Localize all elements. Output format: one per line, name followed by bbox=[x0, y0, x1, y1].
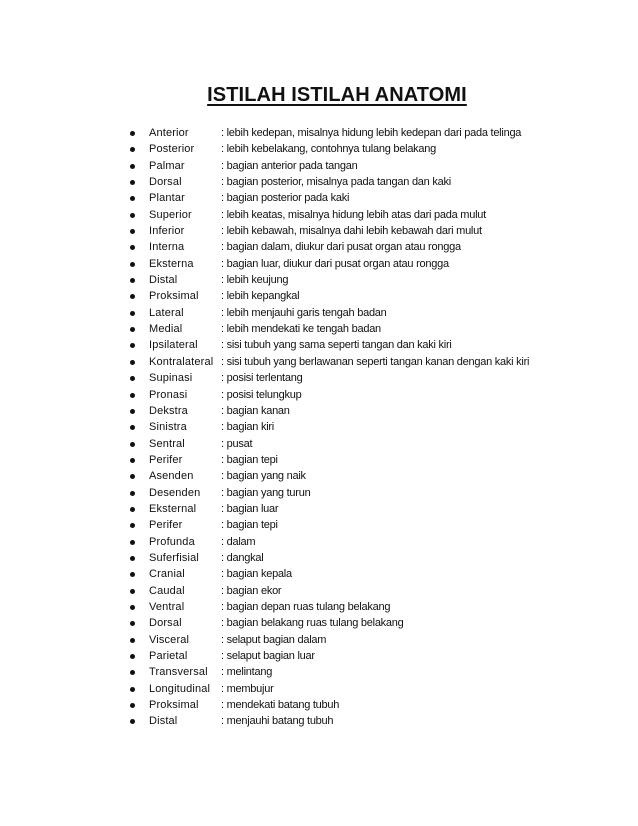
bullet-icon bbox=[130, 278, 135, 283]
bullet-icon bbox=[130, 572, 135, 577]
bullet-icon bbox=[130, 621, 135, 626]
bullet-icon bbox=[130, 605, 135, 610]
term-definition: : lebih kedepan, misalnya hidung lebih kedepan dari pada telinga bbox=[221, 127, 522, 139]
bullet-icon bbox=[130, 703, 135, 708]
bullet-icon bbox=[130, 343, 135, 348]
term-definition: : lebih keujung bbox=[221, 274, 289, 287]
list-item bbox=[0, 256, 638, 272]
list-item bbox=[0, 403, 638, 419]
term-definition: : bagian kanan bbox=[221, 404, 290, 417]
bullet-icon bbox=[130, 719, 135, 724]
term-label: Medial bbox=[149, 323, 183, 336]
term-definition: : lebih keatas, misalnya hidung lebih atas dari pada mulut bbox=[221, 208, 486, 221]
term-definition: : bagian dalam, diukur dari pusat organ atau rongga bbox=[221, 241, 461, 254]
term-label: Lateral bbox=[149, 306, 184, 319]
anatomy-term-list bbox=[0, 125, 638, 730]
term-definition: : bagian anterior pada tangan bbox=[221, 159, 358, 172]
term-definition: : dangkal bbox=[221, 551, 264, 564]
term-label: Asenden bbox=[149, 470, 194, 483]
term-label: Cranial bbox=[149, 568, 185, 581]
term-label: Plantar bbox=[149, 192, 185, 205]
term-definition: : bagian kepala bbox=[221, 568, 292, 581]
list-item bbox=[0, 321, 638, 337]
term-label: Proksimal bbox=[149, 699, 199, 712]
term-definition: : bagian depan ruas tulang belakang bbox=[221, 600, 391, 613]
list-item bbox=[0, 223, 638, 239]
list-item bbox=[0, 697, 638, 713]
list-item bbox=[0, 599, 638, 615]
term-definition: : sisi tubuh yang berlawanan seperti tangan kanan dengan kaki kiri bbox=[221, 355, 530, 368]
term-definition: : lebih menjauhi garis tengah badan bbox=[221, 306, 387, 319]
list-item bbox=[0, 583, 638, 599]
term-definition: : bagian luar, diukur dari pusat organ atau rongga bbox=[221, 257, 449, 270]
list-item bbox=[0, 354, 638, 370]
list-item bbox=[0, 387, 638, 403]
list-item bbox=[0, 207, 638, 223]
term-definition: : bagian yang naik bbox=[221, 470, 306, 483]
term-label: Ventral bbox=[149, 600, 185, 613]
term-definition: : melintang bbox=[221, 666, 273, 679]
list-item bbox=[0, 517, 638, 533]
bullet-icon bbox=[130, 213, 135, 218]
list-item bbox=[0, 550, 638, 566]
list-item bbox=[0, 125, 638, 141]
list-item bbox=[0, 501, 638, 517]
page-title: ISTILAH ISTILAH ANATOMI bbox=[207, 84, 467, 106]
bullet-icon bbox=[130, 425, 135, 430]
term-label: Supinasi bbox=[149, 372, 193, 385]
list-item bbox=[0, 485, 638, 501]
term-label: Ipsilateral bbox=[149, 339, 198, 352]
term-label: Dekstra bbox=[149, 404, 188, 417]
list-item bbox=[0, 141, 638, 157]
term-definition: : bagian belakang ruas tulang belakang bbox=[221, 617, 404, 630]
term-definition: : posisi terlentang bbox=[221, 372, 303, 385]
list-item bbox=[0, 534, 638, 550]
term-definition: : lebih kebelakang, contohnya tulang belakang bbox=[221, 143, 437, 156]
term-label: Superior bbox=[149, 208, 192, 221]
bullet-icon bbox=[130, 507, 135, 512]
term-definition: : selaput bagian dalam bbox=[221, 633, 327, 646]
term-label: Sentral bbox=[149, 437, 185, 450]
term-label: Longitudinal bbox=[149, 682, 211, 695]
list-item bbox=[0, 436, 638, 452]
term-definition: : lebih kebawah, misalnya dahi lebih kebawah dari mulut bbox=[221, 225, 482, 238]
list-item bbox=[0, 632, 638, 648]
list-item bbox=[0, 190, 638, 206]
term-label: Transversal bbox=[149, 666, 208, 679]
bullet-icon bbox=[130, 556, 135, 561]
term-definition: : posisi telungkup bbox=[221, 388, 302, 401]
bullet-icon bbox=[130, 147, 135, 152]
list-item bbox=[0, 174, 638, 190]
term-label: Sinistra bbox=[149, 421, 187, 434]
term-label: Perifer bbox=[149, 453, 183, 466]
bullet-icon bbox=[130, 589, 135, 594]
bullet-icon bbox=[130, 670, 135, 675]
term-definition: : dalam bbox=[221, 535, 256, 548]
term-label: Proksimal bbox=[149, 290, 199, 303]
list-item bbox=[0, 337, 638, 353]
term-definition: : lebih kepangkal bbox=[221, 290, 300, 303]
bullet-icon bbox=[130, 654, 135, 659]
term-label: Palmar bbox=[149, 159, 185, 172]
bullet-icon bbox=[130, 180, 135, 185]
bullet-icon bbox=[130, 294, 135, 299]
term-label: Pronasi bbox=[149, 388, 188, 401]
bullet-icon bbox=[130, 523, 135, 528]
term-definition: : selaput bagian luar bbox=[221, 650, 315, 662]
term-label: Anterior bbox=[149, 127, 189, 139]
bullet-icon bbox=[130, 311, 135, 316]
list-item bbox=[0, 468, 638, 484]
term-label: Perifer bbox=[149, 519, 183, 532]
bullet-icon bbox=[130, 491, 135, 496]
term-label: Suferfisial bbox=[149, 551, 199, 564]
list-item bbox=[0, 681, 638, 697]
term-label: Inferior bbox=[149, 225, 185, 238]
term-definition: : sisi tubuh yang sama seperti tangan dan kaki kiri bbox=[221, 339, 452, 352]
term-definition: : bagian kiri bbox=[221, 421, 275, 434]
bullet-icon bbox=[130, 245, 135, 250]
bullet-icon bbox=[130, 196, 135, 201]
term-label: Profunda bbox=[149, 535, 195, 548]
list-item bbox=[0, 713, 638, 729]
term-definition: : mendekati batang tubuh bbox=[221, 699, 340, 712]
bullet-icon bbox=[130, 393, 135, 398]
term-label: Dorsal bbox=[149, 176, 182, 189]
term-label: Desenden bbox=[149, 486, 201, 499]
list-item bbox=[0, 648, 638, 664]
term-label: Parietal bbox=[149, 650, 188, 662]
term-label: Distal bbox=[149, 274, 178, 287]
bullet-icon bbox=[130, 360, 135, 365]
bullet-icon bbox=[130, 164, 135, 169]
term-definition: : bagian ekor bbox=[221, 584, 282, 597]
term-definition: : menjauhi batang tubuh bbox=[221, 715, 334, 728]
term-definition: : bagian luar bbox=[221, 502, 279, 515]
term-definition: : bagian yang turun bbox=[221, 486, 311, 499]
bullet-icon bbox=[130, 262, 135, 267]
list-item bbox=[0, 272, 638, 288]
list-item bbox=[0, 288, 638, 304]
term-label: Distal bbox=[149, 715, 178, 728]
term-definition: : bagian posterior, misalnya pada tangan dan kaki bbox=[221, 176, 451, 189]
bullet-icon bbox=[130, 376, 135, 381]
list-item bbox=[0, 158, 638, 174]
bullet-icon bbox=[130, 540, 135, 545]
term-label: Caudal bbox=[149, 584, 185, 597]
term-definition: : bagian tepi bbox=[221, 519, 278, 532]
term-label: Eksternal bbox=[149, 502, 197, 515]
term-label: Interna bbox=[149, 241, 185, 254]
list-item bbox=[0, 370, 638, 386]
bullet-icon bbox=[130, 409, 135, 414]
term-definition: : pusat bbox=[221, 437, 253, 450]
bullet-icon bbox=[130, 687, 135, 692]
bullet-icon bbox=[130, 442, 135, 447]
bullet-icon bbox=[130, 131, 135, 136]
term-definition: : bagian tepi bbox=[221, 453, 278, 466]
bullet-icon bbox=[130, 638, 135, 643]
term-definition: : membujur bbox=[221, 682, 274, 695]
bullet-icon bbox=[130, 458, 135, 463]
list-item bbox=[0, 615, 638, 631]
list-item bbox=[0, 419, 638, 435]
term-label: Posterior bbox=[149, 143, 195, 156]
list-item bbox=[0, 239, 638, 255]
term-definition: : lebih mendekati ke tengah badan bbox=[221, 323, 381, 336]
term-label: Eksterna bbox=[149, 257, 194, 270]
list-item bbox=[0, 452, 638, 468]
term-label: Kontralateral bbox=[149, 355, 214, 368]
term-label: Visceral bbox=[149, 633, 190, 646]
bullet-icon bbox=[130, 229, 135, 234]
list-item bbox=[0, 664, 638, 680]
list-item bbox=[0, 566, 638, 582]
term-definition: : bagian posterior pada kaki bbox=[221, 192, 350, 205]
list-item bbox=[0, 305, 638, 321]
term-label: Dorsal bbox=[149, 617, 182, 630]
bullet-icon bbox=[130, 327, 135, 332]
bullet-icon bbox=[130, 474, 135, 479]
